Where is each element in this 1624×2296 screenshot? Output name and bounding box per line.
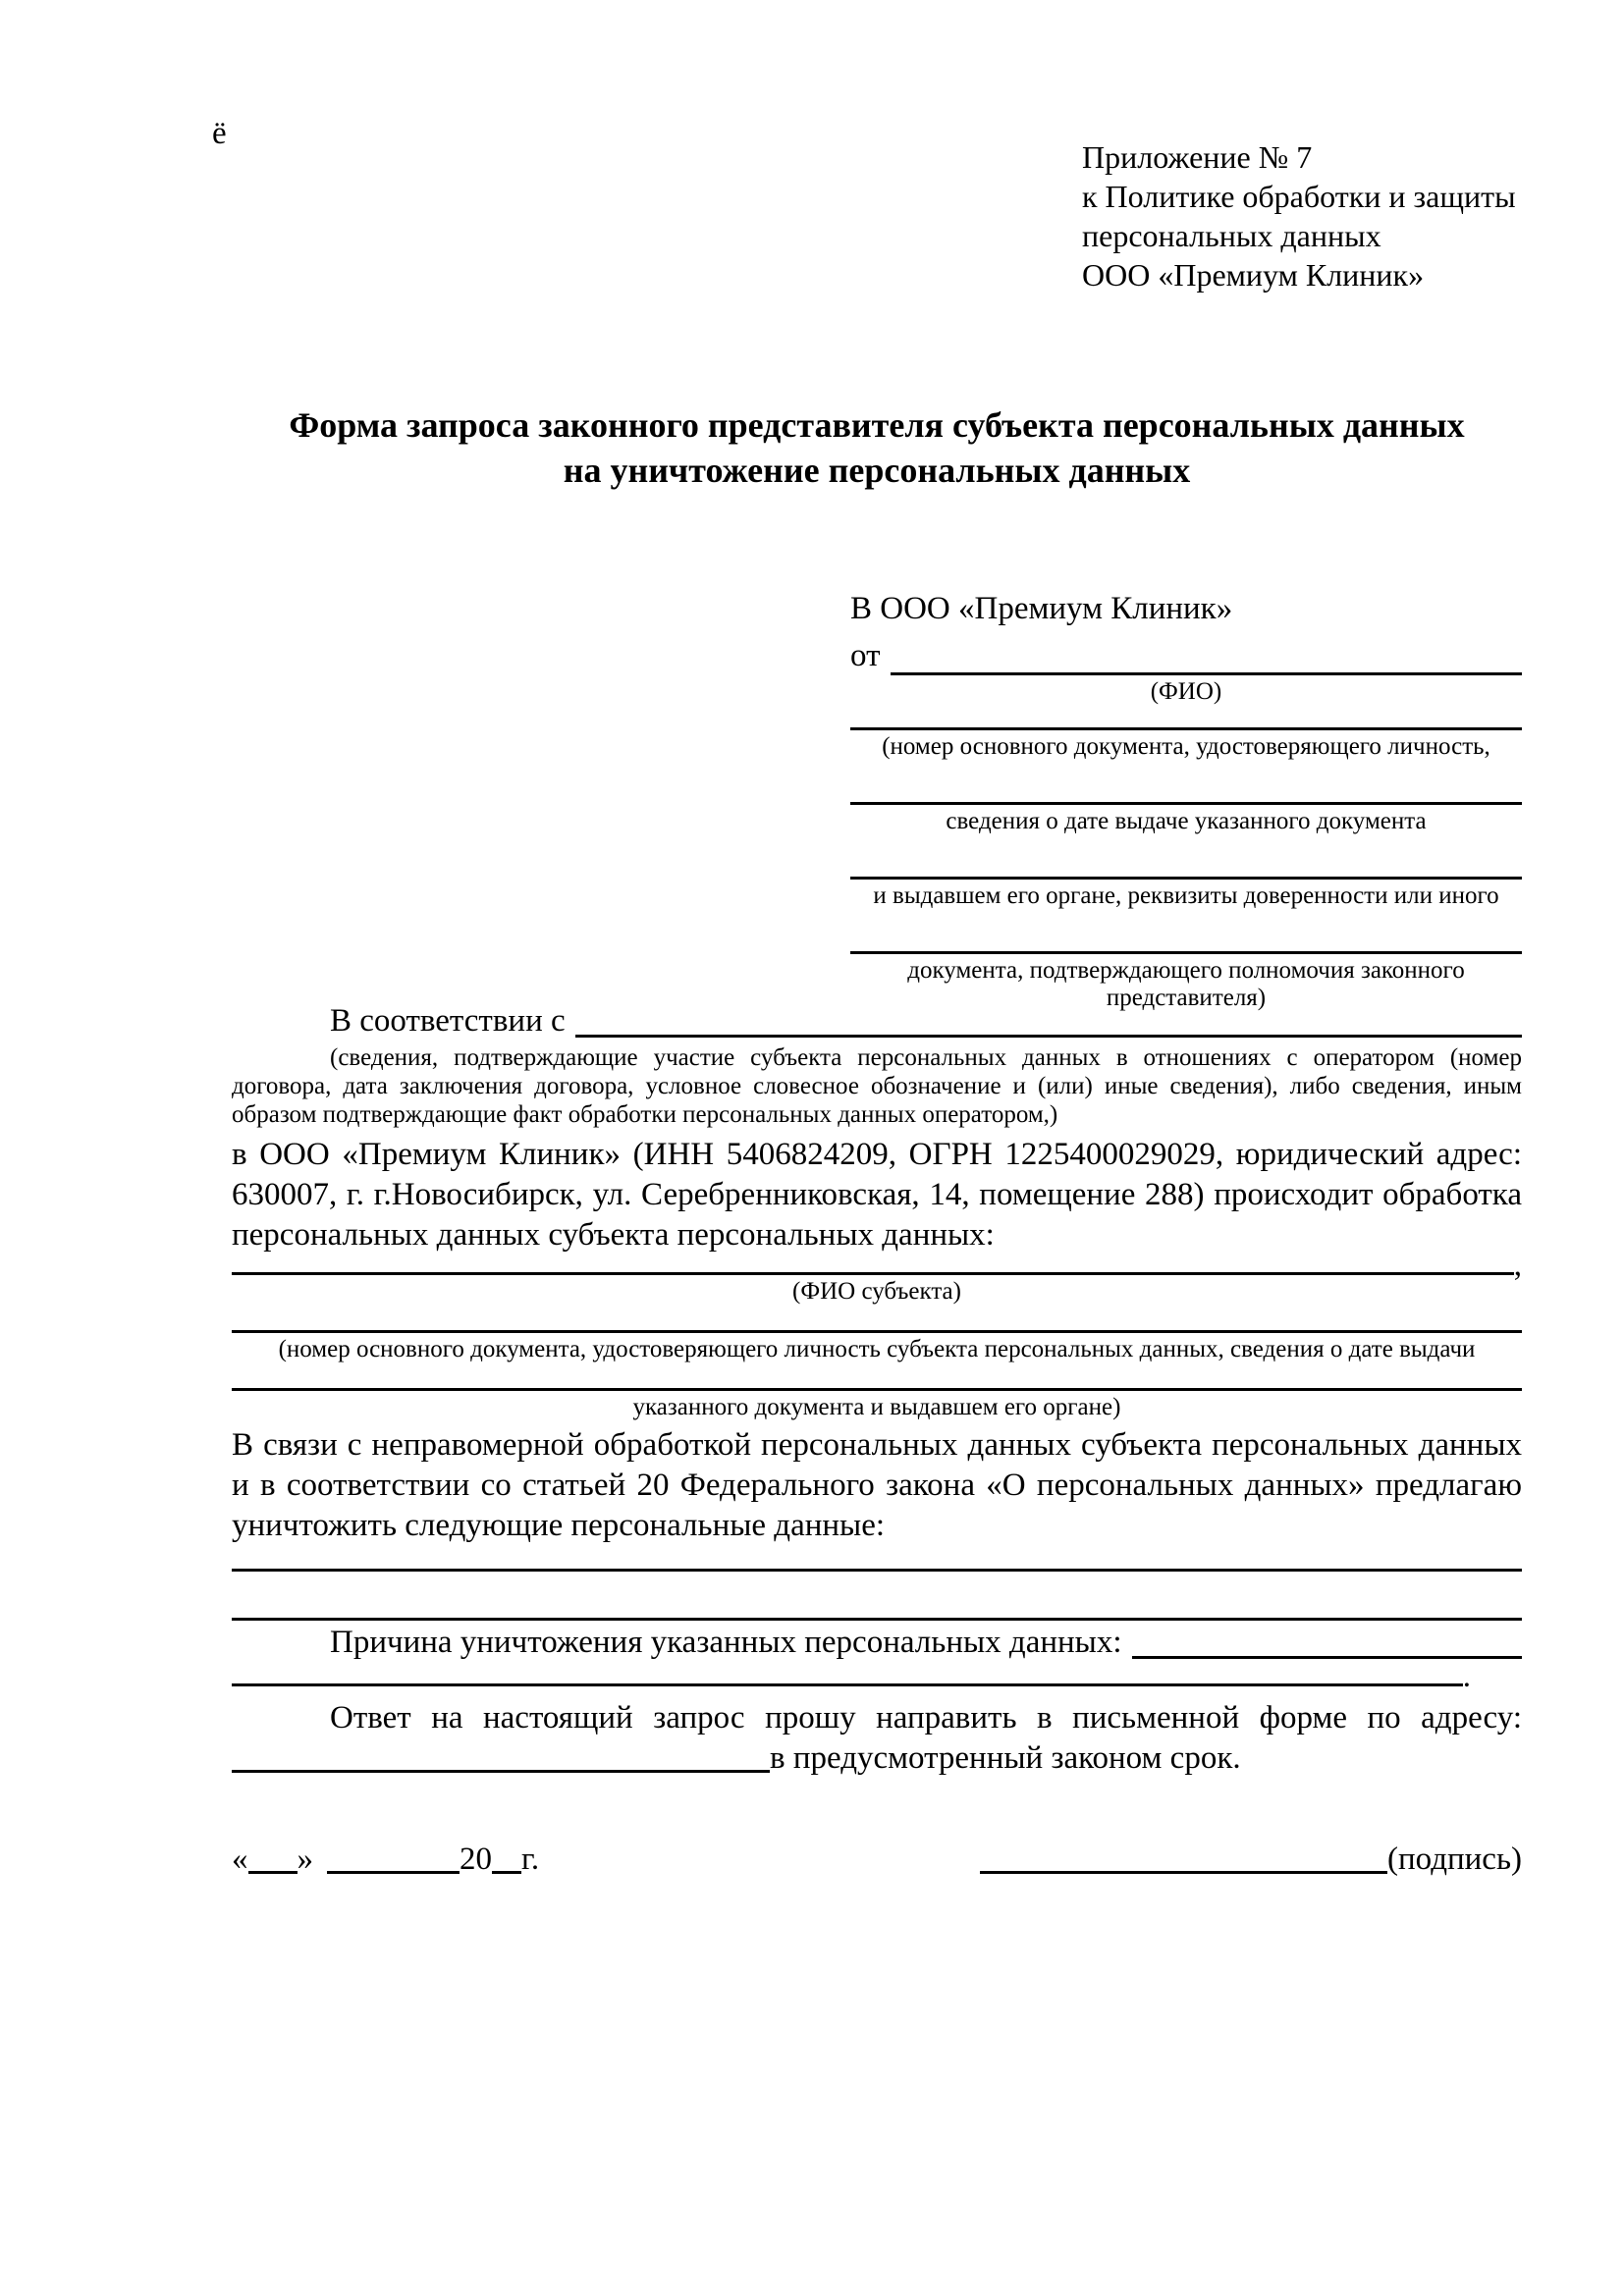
- authority-document-caption: документа, подтверждающего полномочия законного представителя): [907, 957, 1465, 1011]
- addressee-block: [850, 589, 1522, 1012]
- stray-char: ё: [212, 116, 227, 151]
- accordance-blank-line: [575, 1001, 1522, 1038]
- data-to-destroy-blank-line-2: [232, 1618, 1522, 1621]
- signature-blank-line: [980, 1871, 1387, 1874]
- date-quote-open: «: [232, 1842, 248, 1877]
- response-tail-text: в предусмотренный законом срок.: [770, 1740, 1241, 1776]
- representative-fio-blank-line: [891, 634, 1523, 675]
- document-title-line-2: на уничтожение персональных данных: [563, 451, 1191, 490]
- reason-row: [232, 1623, 1522, 1663]
- appendix-header: [1082, 137, 1516, 294]
- subject-fio-caption: (ФИО субъекта): [792, 1278, 961, 1305]
- subject-document-caption-1: (номер основного документа, удостоверяющего личность субъекта персональных данных, сведения о дате выдачи: [278, 1336, 1476, 1362]
- appendix-header-line-4: ООО «Премиум Клиник»: [1082, 257, 1425, 293]
- comma-mark: ,: [1513, 1248, 1522, 1283]
- appendix-header-line-1: Приложение № 7: [1082, 139, 1313, 175]
- authority-document-blank-line: [850, 910, 1522, 954]
- document-title: [232, 402, 1522, 493]
- appendix-header-line-3: персональных данных: [1082, 218, 1381, 253]
- addressee-organization: В ООО «Премиум Клиник»: [850, 591, 1233, 626]
- from-label: от: [850, 638, 881, 673]
- issue-date-caption: сведения о дате выдаче указанного документа: [946, 808, 1427, 834]
- issue-date-blank-line: [850, 761, 1522, 805]
- appendix-header-line-2: к Политике обработки и защиты: [1082, 179, 1516, 214]
- signature-caption: (подпись): [1387, 1842, 1522, 1877]
- document-title-line-1: Форма запроса законного представителя субъекта персональных данных: [289, 405, 1465, 445]
- data-to-destroy-blank-line-1: [232, 1569, 1522, 1572]
- identity-document-blank-line: [850, 706, 1522, 730]
- period-mark: .: [1462, 1659, 1471, 1694]
- unlawful-processing-paragraph: В связи с неправомерной обработкой персональных данных субъекта персональных данных и в соответствии со статьей 20 Федерального закона «О персональных данных» предлагаю уничтожить следующие персональные данные:: [232, 1427, 1522, 1543]
- accordance-note: (сведения, подтверждающие участие субъекта персональных данных в отношениях с оператором (номер договора, дата заключения договора, условное словесное обозначение и (или) иные сведения), либо сведения, иным образом подтверждающие факт обработки персональных данных оператором,): [232, 1044, 1522, 1128]
- fio-caption: (ФИО): [1150, 678, 1222, 705]
- issuing-authority-caption: и выдавшем его органе, реквизиты доверенности или иного: [873, 882, 1499, 909]
- subject-document-row-2: [232, 1363, 1522, 1391]
- date-year-prefix: 20: [460, 1842, 492, 1877]
- from-row: [850, 634, 1522, 675]
- accordance-row: [232, 1001, 1522, 1041]
- accordance-label: В соответствии с: [330, 1003, 566, 1039]
- operator-paragraph: в ООО «Премиум Клиник» (ИНН 5406824209, ОГРН 1225400029029, юридический адрес: 630007, г. г.Новосибирск, ул. Серебренниковская, 14, помещение 288) происходит обработка персональных данных субъекта персональных данных:: [232, 1137, 1522, 1253]
- signature-row: [232, 1840, 1522, 1880]
- document-body: [232, 1001, 1522, 1880]
- subject-document-row-1: [232, 1306, 1522, 1333]
- reason-label: Причина уничтожения указанных персональных данных:: [330, 1625, 1122, 1660]
- date-day-blank-line: [248, 1871, 298, 1874]
- date-field: [232, 1840, 539, 1880]
- data-to-destroy-row-2: [232, 1572, 1522, 1621]
- reason-blank-line: [1132, 1623, 1522, 1659]
- issuing-authority-blank-line: [850, 835, 1522, 880]
- subject-fio-blank-line: [232, 1272, 1514, 1275]
- response-paragraph: Ответ на настоящий запрос прошу направить в письменной форме по адресу:: [330, 1700, 1522, 1735]
- data-to-destroy-row-1: [232, 1546, 1522, 1572]
- identity-document-caption: (номер основного документа, удостоверяющего личность,: [882, 733, 1490, 760]
- date-month-blank-line: [327, 1871, 460, 1874]
- response-tail-row: [232, 1738, 1522, 1779]
- date-year-suffix: г.: [521, 1842, 540, 1877]
- address-blank-line: [232, 1770, 770, 1773]
- reason-blank-line-2: [232, 1683, 1463, 1686]
- subject-document-blank-line-1: [232, 1330, 1522, 1333]
- signature-field: [980, 1840, 1522, 1880]
- subject-document-blank-line-2: [232, 1388, 1522, 1391]
- date-year-blank-line: [492, 1871, 521, 1874]
- date-quote-close: »: [297, 1842, 313, 1877]
- subject-document-caption-2: указанного документа и выдавшем его органе): [632, 1394, 1121, 1420]
- reason-continuation-row: [232, 1659, 1471, 1694]
- subject-fio-row: [232, 1248, 1522, 1283]
